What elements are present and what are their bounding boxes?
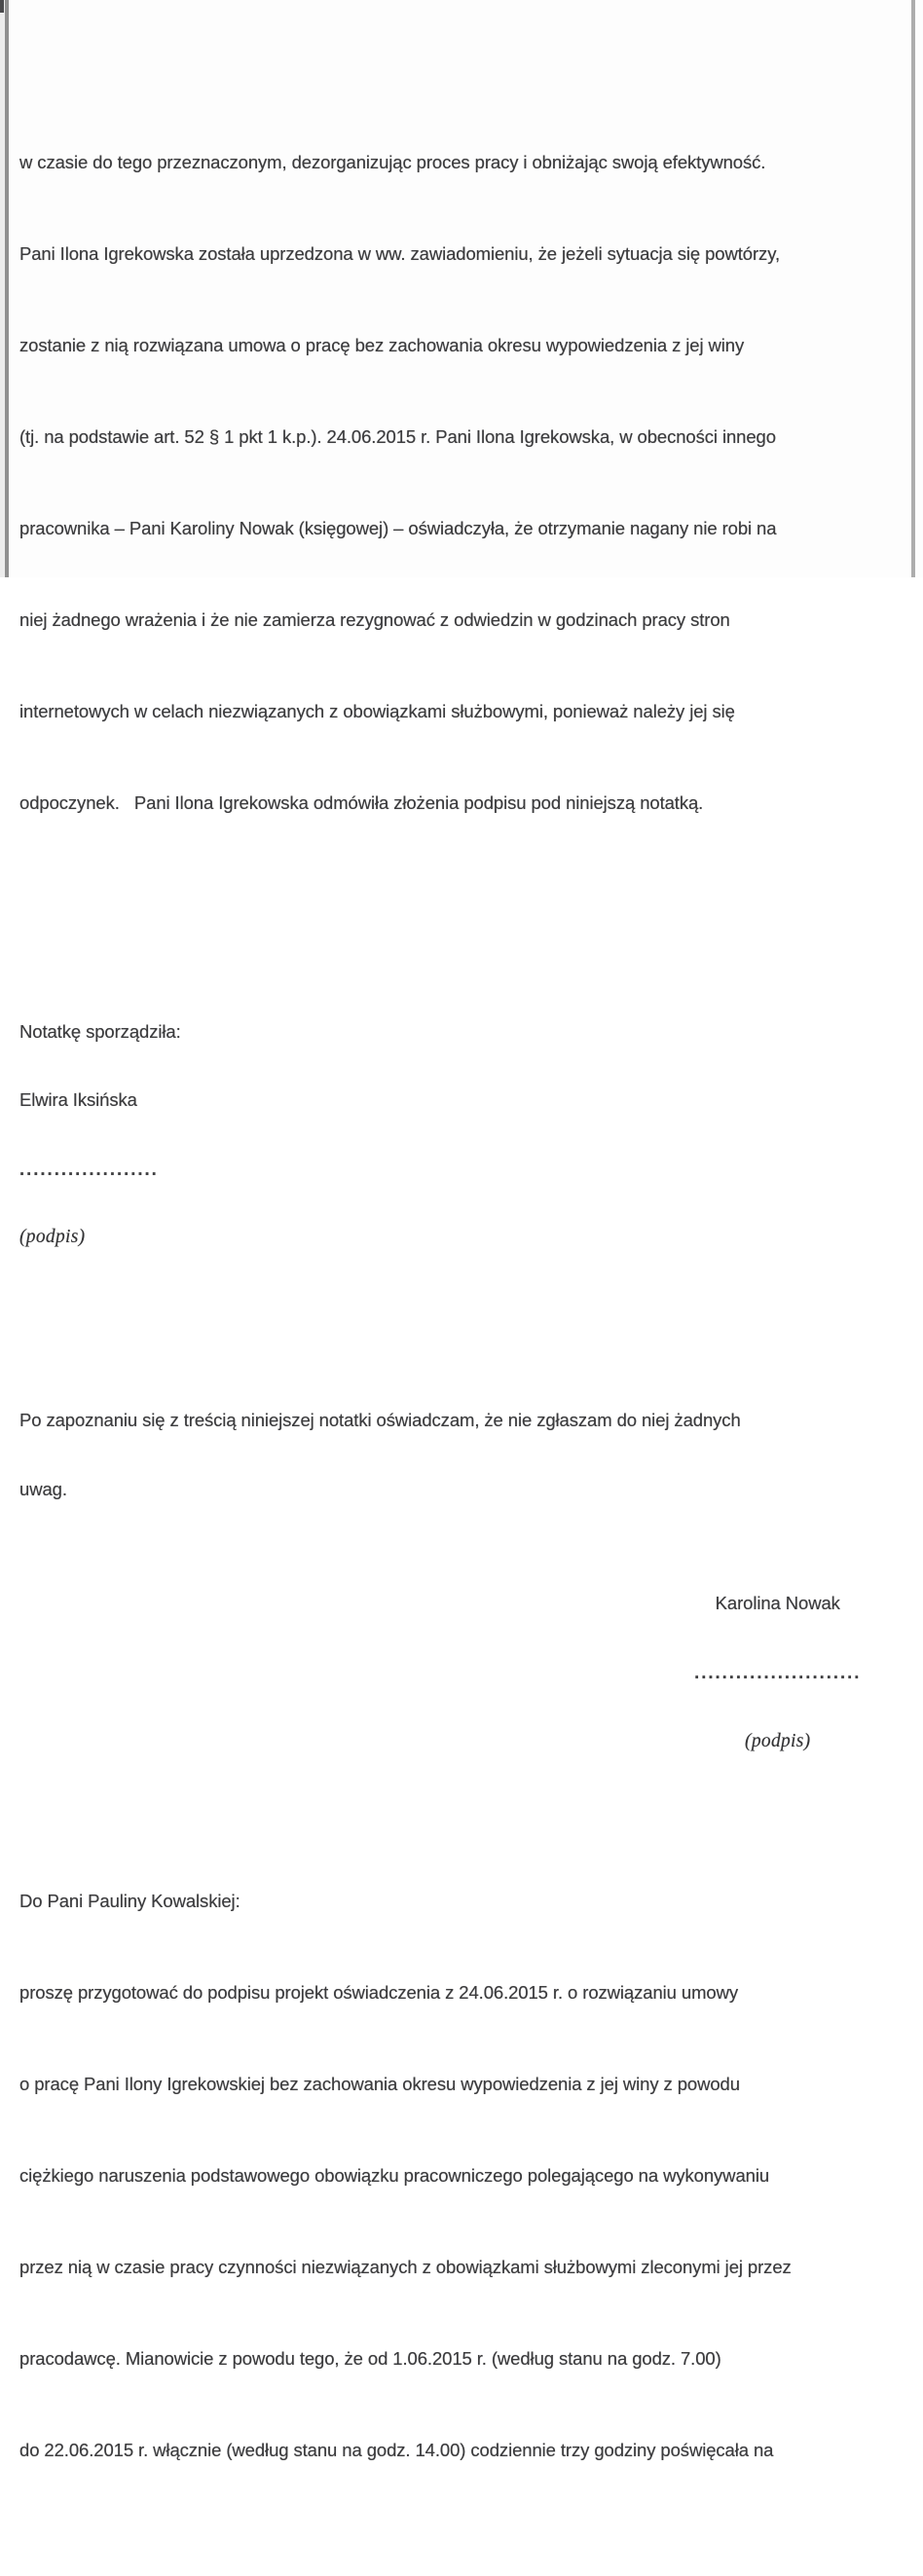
page-left-border [5,0,9,577]
memo-text [19,0,898,2576]
paragraph-warning [19,59,898,861]
memo-body-line: przez nią w czasie pracy czynności niezwiązanych z obowiązkami służbowymi zleconymi jej przez [19,2256,792,2277]
signature-dotted-line-right: ........................ [694,1661,862,1682]
made-by-label: Notatkę sporządziła: [19,1020,181,1042]
memo-body-line: w czasie do tego przeznaczonym, dezorganizując proces pracy i obniżając swoją efektywność. [19,151,766,172]
made-by-name: Elwira Iksińska [19,1089,137,1110]
memo-body-line: o pracę Pani Ilony Igrekowskiej bez zachowania okresu wypowiedzenia z jej winy z powodu [19,2073,740,2094]
blank-line [19,929,898,952]
memo-body-line: proszę przygotować do podpisu projekt oświadczenia z 24.06.2015 r. o rozwiązaniu umowy [19,1981,738,2003]
ack-signer-name: Karolina Nowak [715,1593,840,1613]
memo-body-line: internetowych w celach niezwiązanych z obowiązkami służbowymi, ponieważ należy jej się [19,700,735,721]
memo-body-line: zostanie z nią rozwiązana umowa o pracę bez zachowania okresu wypowiedzenia z jej winy [19,334,745,355]
signature-caption-left: (podpis) [19,1227,86,1247]
paragraph-instruction [19,1798,898,2508]
ack-signature-dots-row [19,1638,898,1682]
memo-body-line: do 22.06.2015 r. włącznie (według stanu na godz. 14.00) codziennie trzy godziny poświęcała na [19,2439,774,2460]
acknowledgement-line-2: uwag. [19,1478,67,1499]
acknowledgement-line-1: Po zapoznaniu się z treścią niniejszej notatki oświadczam, że nie zgłaszam do niej żadnych [19,1410,741,1430]
page-right-border [911,0,915,577]
memo-body-line: (tj. na podstawie art. 52 § 1 pkt 1 k.p.). 24.06.2015 r. Pani Ilona Igrekowska, w obecności innego [19,425,776,447]
memo-body-line: Pani Ilona Igrekowska została uprzedzona w ww. zawiadomieniu, że jeżeli sytuacja się powtórzy, [19,242,781,264]
memo-body-line: pracodawcę. Mianowicie z powodu tego, że od 1.06.2015 r. (według stanu na godz. 7.00) [19,2347,721,2369]
blank-line [19,1317,898,1341]
top-left-crop-mark [0,0,4,13]
ack-signature-caption-row [19,1707,898,1751]
memo-body-line: niej żadnego wrażenia i że nie zamierza rezygnować z odwiedzin w godzinach pracy stron [19,608,730,630]
memo-body-line: pracownika – Pani Karoliny Nowak (księgowej) – oświadczyła, że otrzymanie nagany nie robi na [19,517,777,538]
ack-signer-row [19,1569,898,1613]
memo-body-line: odpoczynek. Pani Ilona Igrekowska odmówiła złożenia podpisu pod niniejszą notatką. [19,791,704,813]
signature-caption-right: (podpis) [745,1731,811,1751]
signature-dotted-line-left: .................... [19,1158,159,1179]
memo-body-line: Do Pani Pauliny Kowalskiej: [19,1890,240,1911]
memo-body-line: ciężkiego naruszenia podstawowego obowiązku pracowniczego polegającego na wykonywaniu [19,2164,770,2186]
